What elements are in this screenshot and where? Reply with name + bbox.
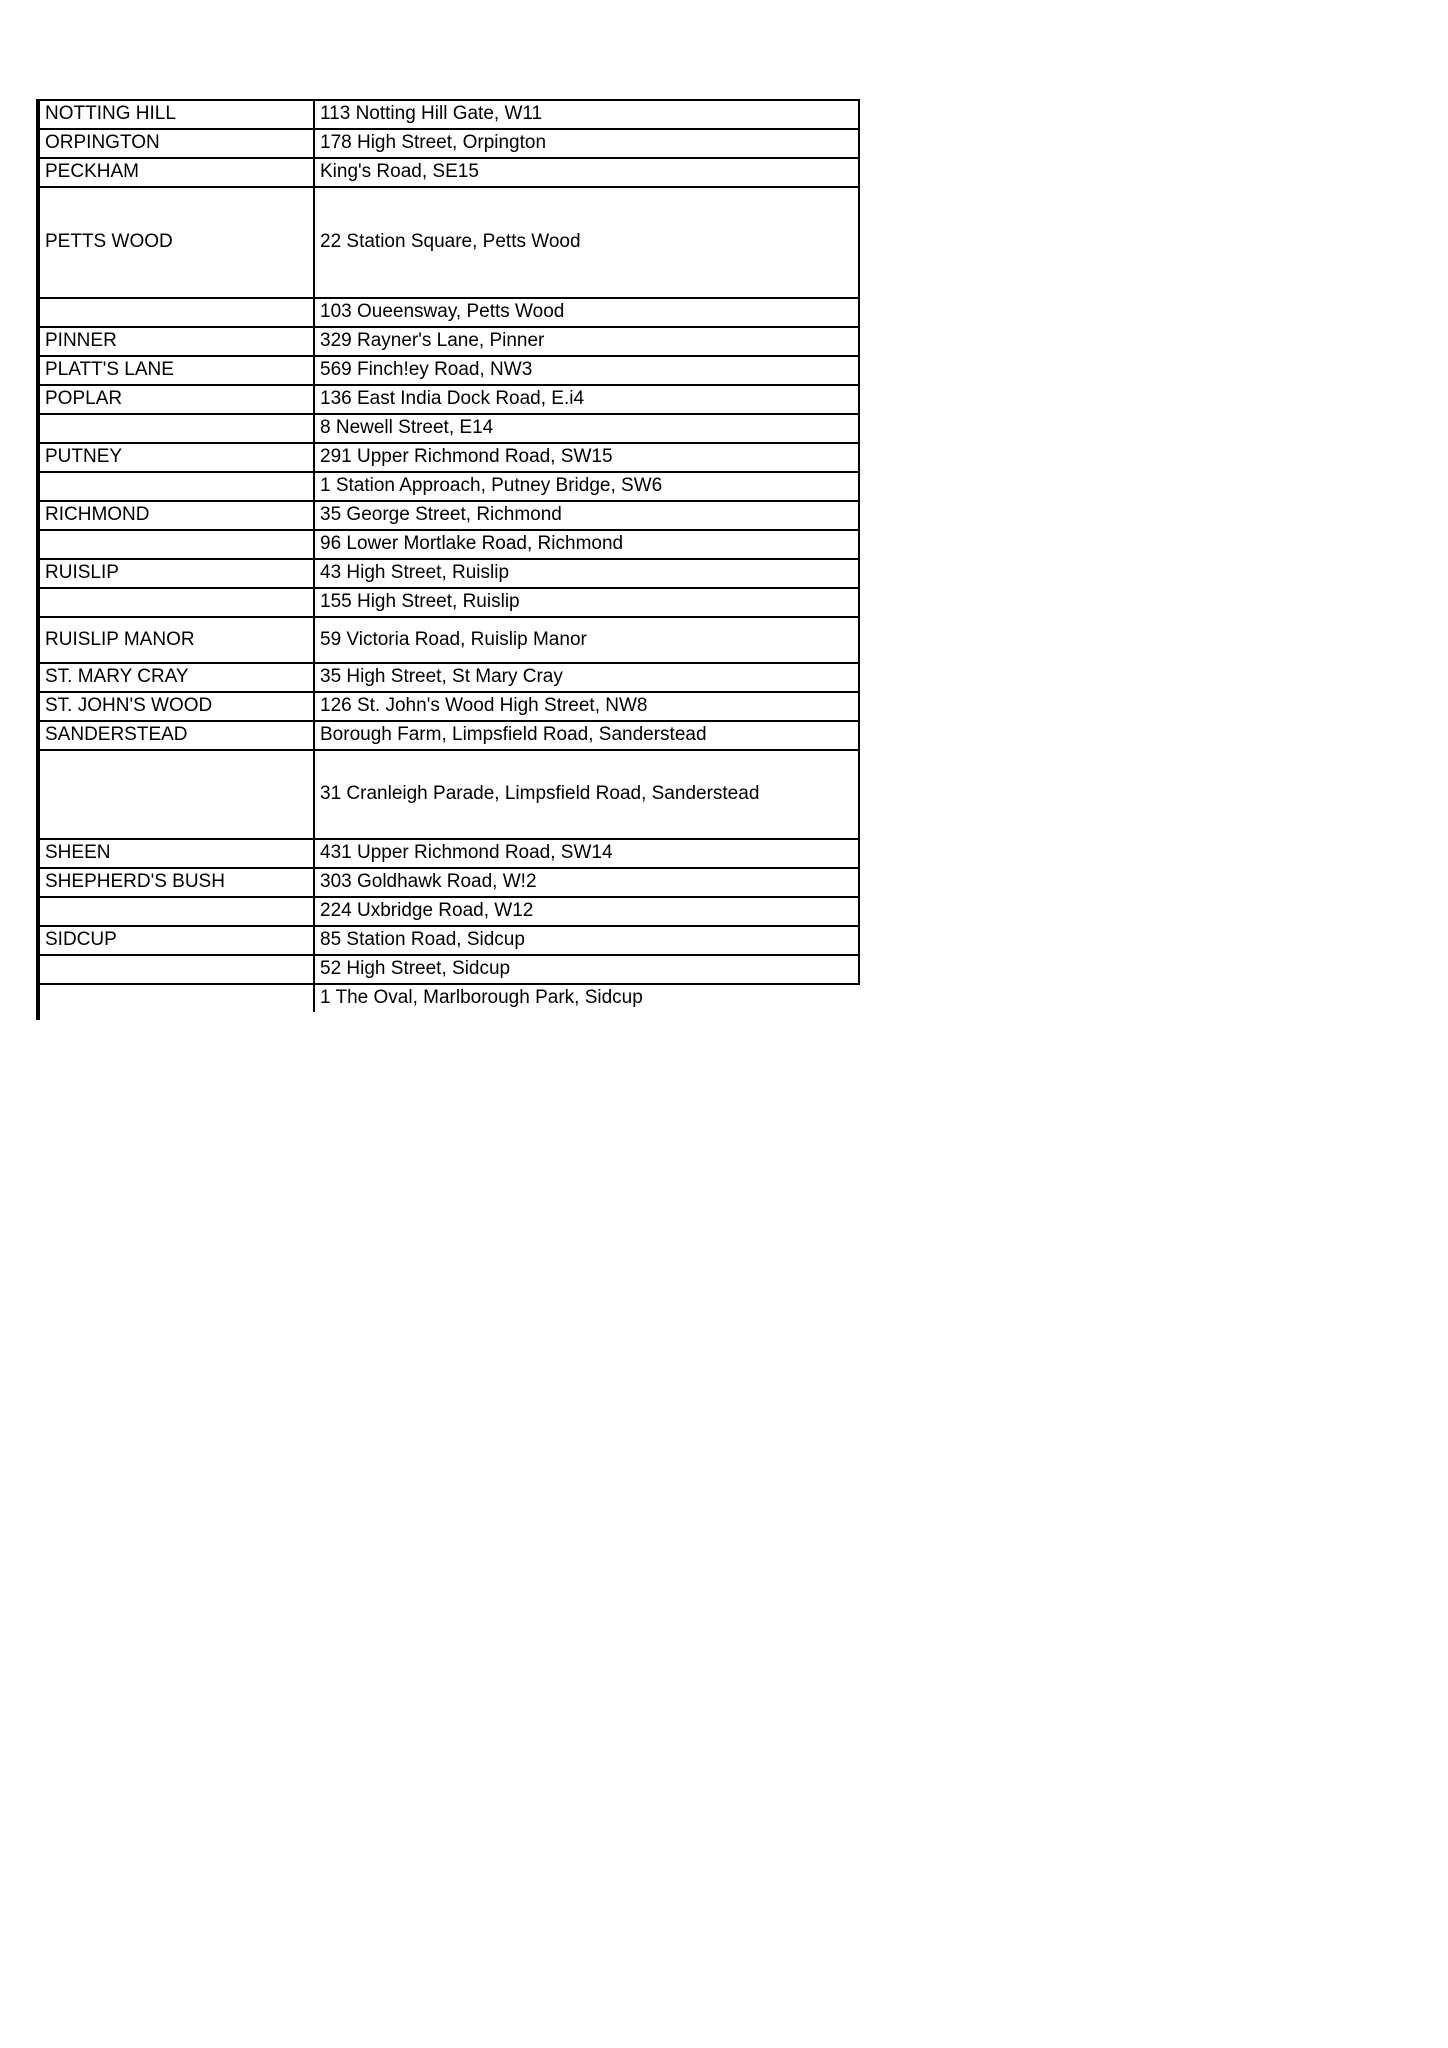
table-row xyxy=(36,927,860,956)
address-cell: 43 High Street, Ruislip xyxy=(315,560,860,587)
area-cell: SANDERSTEAD xyxy=(36,722,315,749)
area-cell: SIDCUP xyxy=(36,927,315,954)
area-cell xyxy=(36,415,315,442)
address-cell: 1 The Oval, Marlborough Park, Sidcup xyxy=(320,987,643,1009)
address-cell: 35 George Street, Richmond xyxy=(315,502,860,529)
area-cell: PINNER xyxy=(36,328,315,355)
address-cell: 59 Victoria Road, Ruislip Manor xyxy=(315,618,860,662)
address-cell: King's Road, SE15 xyxy=(315,159,860,186)
address-cell: 431 Upper Richmond Road, SW14 xyxy=(315,840,860,867)
address-cell: 155 High Street, Ruislip xyxy=(315,589,860,616)
area-cell: SHEPHERD'S BUSH xyxy=(36,869,315,896)
address-cell: 329 Rayner's Lane, Pinner xyxy=(315,328,860,355)
area-cell: ORPINGTON xyxy=(36,130,315,157)
address-cell: 1 Station Approach, Putney Bridge, SW6 xyxy=(315,473,860,500)
address-cell: 52 High Street, Sidcup xyxy=(315,956,860,983)
address-cell: 96 Lower Mortlake Road, Richmond xyxy=(315,531,860,558)
address-cell: 8 Newell Street, E14 xyxy=(315,415,860,442)
area-cell: RUISLIP xyxy=(36,560,315,587)
table-row xyxy=(36,898,860,927)
table-row xyxy=(36,502,860,531)
address-cell: Borough Farm, Limpsfield Road, Sanderstead xyxy=(315,722,860,749)
address-cell: 178 High Street, Orpington xyxy=(315,130,860,157)
area-cell: RUISLIP MANOR xyxy=(36,618,315,662)
area-cell: POPLAR xyxy=(36,386,315,413)
table-row xyxy=(36,473,860,502)
address-cell: 31 Cranleigh Parade, Limpsfield Road, Sanderstead xyxy=(315,751,860,838)
table-row xyxy=(36,560,860,589)
table-row xyxy=(36,693,860,722)
area-cell: ST. MARY CRAY xyxy=(36,664,315,691)
table-row xyxy=(36,985,860,1012)
area-cell xyxy=(36,531,315,558)
table-row xyxy=(36,159,860,188)
address-cell: 136 East India Dock Road, E.i4 xyxy=(315,386,860,413)
area-cell: PETTS WOOD xyxy=(36,188,315,297)
table-row xyxy=(36,722,860,751)
area-cell: SHEEN xyxy=(36,840,315,867)
address-cell: 35 High Street, St Mary Cray xyxy=(315,664,860,691)
address-cell: 569 Finch!ey Road, NW3 xyxy=(315,357,860,384)
table-row xyxy=(36,299,860,328)
table-row xyxy=(36,328,860,357)
area-cell xyxy=(36,299,315,326)
table-row xyxy=(36,618,860,664)
area-cell xyxy=(36,589,315,616)
table-row xyxy=(36,101,860,130)
table-row xyxy=(36,840,860,869)
address-cell: 126 St. John's Wood High Street, NW8 xyxy=(315,693,860,720)
area-cell: NOTTING HILL xyxy=(36,101,315,128)
table-row xyxy=(36,664,860,693)
area-cell: PUTNEY xyxy=(36,444,315,471)
table-row xyxy=(36,130,860,159)
table-row xyxy=(36,444,860,473)
address-cell: 224 Uxbridge Road, W12 xyxy=(315,898,860,925)
area-cell: PECKHAM xyxy=(36,159,315,186)
table-row xyxy=(36,589,860,618)
table-row xyxy=(36,751,860,840)
area-cell xyxy=(36,985,315,1012)
table-left-border-stub xyxy=(36,1012,40,1020)
table-row xyxy=(36,956,860,985)
table-row xyxy=(36,869,860,898)
address-cell: 22 Station Square, Petts Wood xyxy=(315,188,860,297)
table-row xyxy=(36,188,860,299)
table-row xyxy=(36,386,860,415)
table-row xyxy=(36,531,860,560)
locations-table xyxy=(36,99,860,1012)
area-cell xyxy=(36,473,315,500)
address-cell: 113 Notting Hill Gate, W11 xyxy=(315,101,860,128)
table-row xyxy=(36,357,860,386)
address-cell: 103 Oueensway, Petts Wood xyxy=(315,299,860,326)
address-cell: 85 Station Road, Sidcup xyxy=(315,927,860,954)
area-cell xyxy=(36,956,315,983)
area-cell: PLATT'S LANE xyxy=(36,357,315,384)
area-cell: RICHMOND xyxy=(36,502,315,529)
area-cell xyxy=(36,751,315,838)
area-cell: ST. JOHN'S WOOD xyxy=(36,693,315,720)
area-cell xyxy=(36,898,315,925)
address-cell: 291 Upper Richmond Road, SW15 xyxy=(315,444,860,471)
table-row xyxy=(36,415,860,444)
address-cell: 303 Goldhawk Road, W!2 xyxy=(315,869,860,896)
